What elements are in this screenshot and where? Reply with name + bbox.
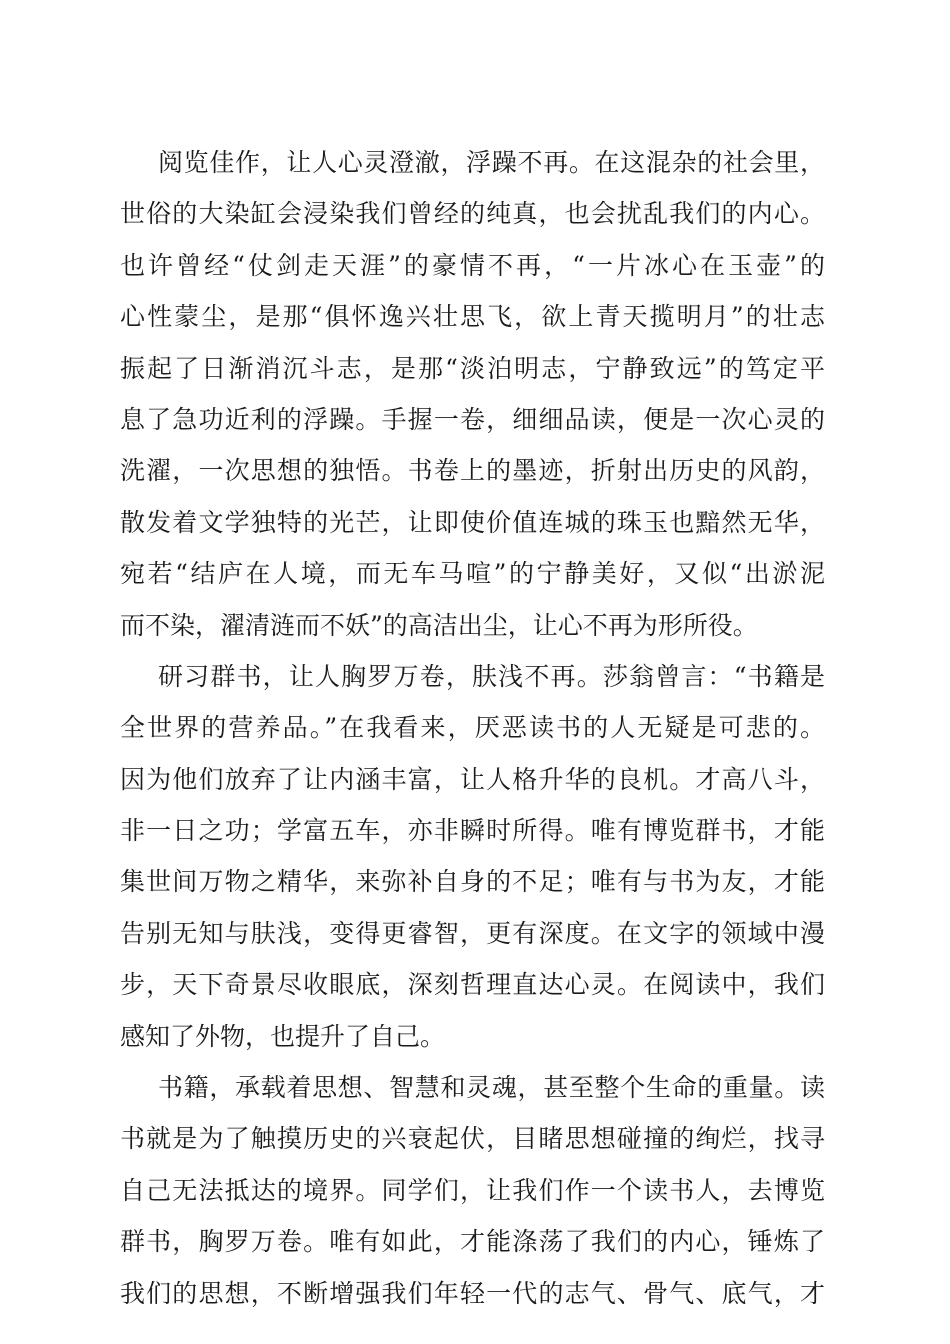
text-line: 而不染，濯清涟而不妖”的高洁出尘，让心不再为形所役。 <box>120 610 758 640</box>
text-line: 非一日之功；学富五车，亦非瞬时所得。唯有博览群书，才能 <box>120 816 825 846</box>
text-line: 告别无知与肤浅，变得更睿智，更有深度。在文字的领域中漫 <box>120 918 825 948</box>
paragraph-3 <box>120 1062 825 1319</box>
text-line: 息了急功近利的浮躁。手握一卷，细细品读，便是一次心灵的 <box>120 404 825 434</box>
text-line: 宛若“结庐在人境，而无车马喧”的宁静美好，又似“出淤泥 <box>120 559 825 589</box>
text-line: 振起了日渐消沉斗志，是那“淡泊明志，宁静致远”的笃定平 <box>120 353 825 383</box>
text-line: 步，天下奇景尽收眼底，深刻哲理直达心灵。在阅读中，我们 <box>120 970 825 1000</box>
text-line: 散发着文学独特的光芒，让即使价值连城的珠玉也黯然无华， <box>120 507 825 537</box>
text-line: 我们的思想，不断增强我们年轻一代的志气、骨气、底气，才 <box>120 1278 825 1308</box>
text-line: 群书，胸罗万卷。唯有如此，才能涤荡了我们的内心，锤炼了 <box>120 1227 825 1257</box>
text-line: 也许曾经“仗剑走天涯”的豪情不再，“一片冰心在玉壶”的 <box>120 250 825 280</box>
essay-body <box>120 137 825 1319</box>
text-line: 书就是为了触摸历史的兴衰起伏，目睹思想碰撞的绚烂，找寻 <box>120 1124 825 1154</box>
text-line: 阅览佳作，让人心灵澄澈，浮躁不再。在这混杂的社会里， <box>158 148 825 177</box>
text-line: 感知了外物，也提升了自己。 <box>120 1021 446 1051</box>
text-line: 研习群书，让人胸罗万卷，肤浅不再。莎翁曾言：“书籍是 <box>158 661 825 691</box>
text-line: 自己无法抵达的境界。同学们，让我们作一个读书人，去博览 <box>120 1175 825 1205</box>
text-line: 集世间万物之精华，来弥补自身的不足；唯有与书为友，才能 <box>120 867 825 897</box>
text-line: 世俗的大染缸会浸染我们曾经的纯真，也会扰乱我们的内心。 <box>120 199 825 229</box>
paragraph-1 <box>120 137 825 651</box>
text-line: 因为他们放弃了让内涵丰富，让人格升华的良机。才高八斗， <box>120 764 825 794</box>
text-line: 心性蒙尘，是那“俱怀逸兴壮思飞，欲上青天揽明月”的壮志 <box>120 302 825 332</box>
paragraph-2 <box>120 651 825 1062</box>
text-line: 全世界的营养品。”在我看来，厌恶读书的人无疑是可悲的。 <box>120 713 825 743</box>
text-line: 书籍，承载着思想、智慧和灵魂，甚至整个生命的重量。读 <box>158 1073 825 1103</box>
text-line: 洗濯，一次思想的独悟。书卷上的墨迹，折射出历史的风韵， <box>120 456 825 486</box>
